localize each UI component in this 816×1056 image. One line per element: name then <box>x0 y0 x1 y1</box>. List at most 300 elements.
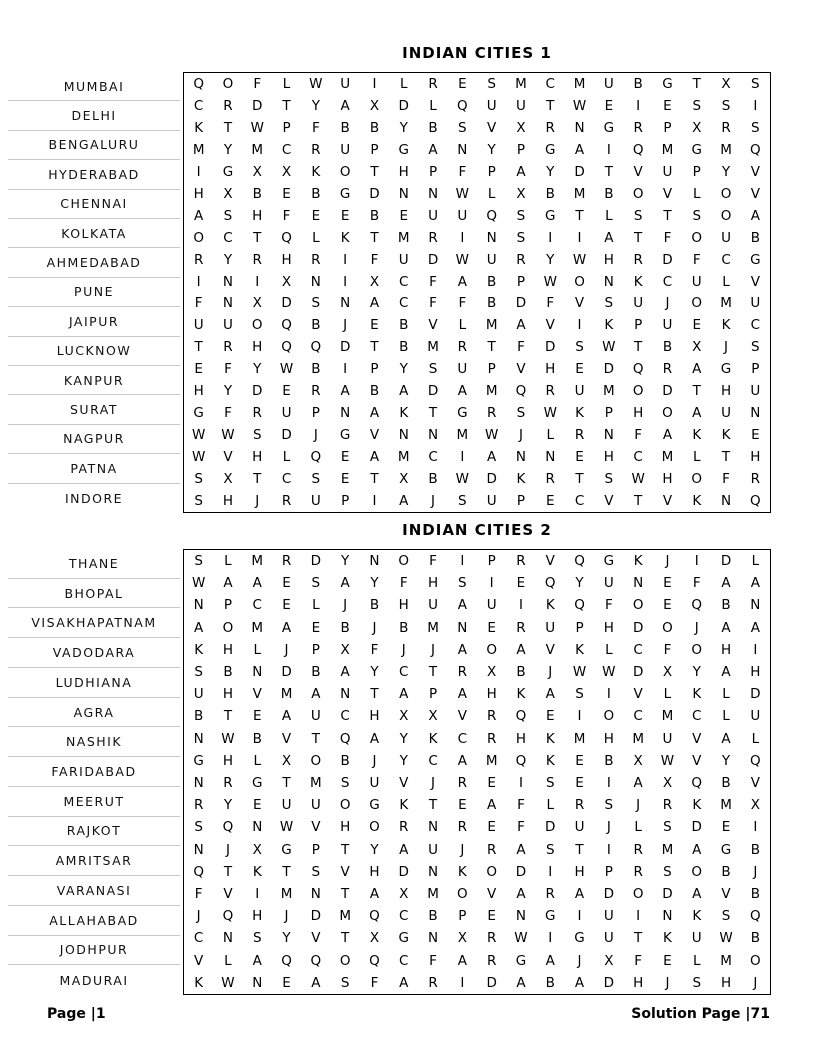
grid-letter: Q <box>193 863 204 880</box>
grid-letter: M <box>573 75 586 92</box>
grid-letter: R <box>399 819 409 836</box>
grid-letter: Q <box>691 775 703 792</box>
grid-letter: W <box>279 819 294 836</box>
grid-letter: J <box>431 641 436 658</box>
grid-letter: N <box>603 427 614 444</box>
grid-letter: W <box>309 75 323 92</box>
grid-letter: G <box>281 841 292 858</box>
grid-letter: R <box>223 97 233 114</box>
grid-letter: V <box>750 273 760 290</box>
grid-letter: Y <box>487 141 496 158</box>
grid-letter: T <box>692 75 701 92</box>
grid-letter: P <box>428 163 438 180</box>
grid-letter: J <box>753 863 758 880</box>
grid-letter: R <box>486 952 497 969</box>
grid-letter: H <box>633 405 644 422</box>
grid-letter: G <box>720 841 732 858</box>
grid-letter: E <box>663 597 672 614</box>
grid-letter: W <box>543 405 557 422</box>
grid-letter: O <box>750 952 761 969</box>
grid-letter: N <box>222 273 233 290</box>
grid-letter: J <box>431 493 436 510</box>
grid-letter: C <box>399 908 409 925</box>
grid-letter: Q <box>281 952 292 969</box>
grid-letter: S <box>692 207 702 224</box>
grid-letter: R <box>311 251 321 268</box>
grid-letter: T <box>663 207 672 224</box>
grid-letter: R <box>457 664 468 681</box>
grid-letter: V <box>574 295 585 312</box>
grid-letter: F <box>604 597 613 614</box>
grid-letter: T <box>370 229 379 246</box>
grid-letter: Y <box>546 163 555 180</box>
grid-letter: B <box>604 752 614 769</box>
word-list-item: ALLAHABAD <box>8 906 180 936</box>
grid-letter: H <box>222 493 234 510</box>
grid-letter: R <box>545 471 555 488</box>
grid-letter: J <box>372 619 377 636</box>
grid-letter: S <box>516 405 526 422</box>
grid-letter: R <box>750 471 761 488</box>
grid-letter: B <box>428 119 438 136</box>
grid-letter: R <box>223 339 233 356</box>
grid-letter: M <box>720 952 732 969</box>
grid-letter: S <box>458 119 467 136</box>
grid-letter: F <box>429 553 437 570</box>
grid-letter: B <box>311 664 321 681</box>
grid-letter: I <box>343 361 348 378</box>
grid-letter: D <box>486 471 497 488</box>
grid-letter: S <box>311 295 321 312</box>
grid-letter: H <box>603 251 614 268</box>
grid-letter: V <box>340 863 350 880</box>
grid-letter: W <box>279 361 294 378</box>
grid-letter: S <box>575 686 584 703</box>
grid-letter: X <box>369 273 380 290</box>
grid-letter: U <box>574 383 585 400</box>
grid-letter: O <box>339 952 351 969</box>
grid-letter: H <box>398 597 409 614</box>
grid-letter: J <box>753 974 758 991</box>
grid-letter: E <box>575 752 584 769</box>
grid-letter: A <box>692 886 702 903</box>
grid-letter: B <box>340 619 350 636</box>
grid-letter: L <box>282 449 291 466</box>
grid-letter: C <box>457 730 468 747</box>
grid-letter: N <box>193 841 204 858</box>
grid-letter: R <box>662 361 673 378</box>
grid-letter: A <box>223 575 233 592</box>
grid-letter: C <box>281 471 292 488</box>
grid-letter: G <box>339 427 351 444</box>
grid-letter: V <box>194 952 204 969</box>
grid-letter: Y <box>370 841 379 858</box>
grid-letter: S <box>194 493 203 510</box>
grid-letter: W <box>572 664 587 681</box>
grid-letter: J <box>196 908 201 925</box>
grid-letter: P <box>516 273 526 290</box>
grid-letter: R <box>516 619 526 636</box>
grid-letter: I <box>606 841 611 858</box>
grid-letter: D <box>369 185 380 202</box>
grid-letter: V <box>399 775 409 792</box>
grid-letter: S <box>252 930 262 947</box>
grid-letter: H <box>369 708 380 725</box>
grid-letter: E <box>194 361 203 378</box>
grid-letter: S <box>545 775 555 792</box>
grid-letter: E <box>487 775 496 792</box>
grid-letter: X <box>369 97 380 114</box>
grid-letter: U <box>428 841 438 858</box>
grid-letter: A <box>252 575 262 592</box>
grid-letter: A <box>457 952 467 969</box>
grid-letter: V <box>281 730 292 747</box>
grid-letter: A <box>721 619 731 636</box>
word-list-item: AGRA <box>8 698 180 728</box>
grid-letter: U <box>193 686 204 703</box>
grid-letter: D <box>603 886 615 903</box>
grid-letter: L <box>282 75 291 92</box>
grid-letter: M <box>310 775 322 792</box>
grid-letter: Y <box>721 752 731 769</box>
grid-letter: A <box>487 797 497 814</box>
grid-letter: A <box>457 752 467 769</box>
grid-letter: N <box>427 185 439 202</box>
grid-letter: S <box>751 75 760 92</box>
grid-letter: T <box>428 405 438 422</box>
letter-grid-2 <box>183 549 771 995</box>
grid-letter: R <box>633 841 643 858</box>
grid-letter: Y <box>399 752 408 769</box>
solution-page-reference: Solution Page |71 <box>631 1006 770 1022</box>
grid-letter: A <box>457 383 467 400</box>
grid-letter: B <box>399 619 409 636</box>
grid-letter: D <box>310 553 322 570</box>
grid-letter: A <box>487 449 497 466</box>
grid-letter: B <box>340 119 350 136</box>
grid-letter: U <box>369 775 380 792</box>
grid-letter: N <box>486 229 497 246</box>
grid-letter: G <box>662 75 673 92</box>
grid-letter: U <box>750 383 761 400</box>
grid-letter: P <box>751 361 760 378</box>
grid-letter: L <box>722 708 730 725</box>
grid-letter: A <box>516 886 526 903</box>
grid-letter: A <box>340 97 350 114</box>
grid-letter: X <box>604 952 614 969</box>
grid-letter: U <box>750 295 761 312</box>
grid-letter: G <box>515 952 527 969</box>
grid-letter: R <box>281 493 292 510</box>
word-list-item: PUNE <box>8 278 180 307</box>
grid-letter: F <box>370 641 379 658</box>
grid-letter: J <box>606 819 611 836</box>
grid-letter: L <box>751 730 760 747</box>
grid-letter: U <box>603 908 614 925</box>
grid-letter: S <box>575 339 584 356</box>
grid-letter: Q <box>750 493 761 510</box>
grid-letter: U <box>340 75 351 92</box>
grid-letter: X <box>252 841 262 858</box>
word-list-item: JAIPUR <box>8 307 180 336</box>
grid-letter: H <box>252 449 263 466</box>
grid-letter: T <box>692 383 701 400</box>
grid-letter: B <box>721 597 731 614</box>
grid-letter: A <box>281 619 292 636</box>
grid-letter: E <box>458 75 467 92</box>
grid-letter: K <box>575 641 584 658</box>
grid-letter: W <box>455 185 470 202</box>
grid-letter: P <box>487 553 496 570</box>
grid-letter: S <box>487 75 496 92</box>
grid-letter: C <box>428 449 438 466</box>
grid-letter: V <box>487 119 497 136</box>
grid-letter: V <box>662 493 673 510</box>
grid-letter: M <box>720 295 732 312</box>
grid-letter: P <box>487 361 496 378</box>
grid-letter: P <box>341 493 350 510</box>
grid-letter: S <box>516 207 526 224</box>
grid-letter: P <box>370 361 379 378</box>
grid-letter: R <box>633 251 643 268</box>
grid-letter: A <box>311 686 321 703</box>
grid-letter: E <box>282 575 291 592</box>
grid-letter: H <box>720 383 732 400</box>
grid-letter: E <box>252 708 262 725</box>
grid-letter: N <box>340 295 351 312</box>
grid-letter: R <box>457 819 468 836</box>
grid-letter: Q <box>632 361 644 378</box>
grid-letter: B <box>428 471 438 488</box>
grid-letter: I <box>255 886 260 903</box>
grid-letter: G <box>457 405 468 422</box>
grid-letter: A <box>516 841 526 858</box>
grid-letter: F <box>663 229 672 246</box>
grid-letter: J <box>518 427 523 444</box>
grid-letter: N <box>398 185 409 202</box>
grid-letter: V <box>545 553 555 570</box>
grid-letter: A <box>574 886 585 903</box>
grid-letter: Q <box>515 752 527 769</box>
grid-letter: D <box>691 819 702 836</box>
grid-letter: X <box>516 119 526 136</box>
grid-letter: I <box>606 141 611 158</box>
grid-letter: S <box>311 471 321 488</box>
grid-letter: A <box>369 730 380 747</box>
grid-letter: A <box>340 383 350 400</box>
word-list-item: PATNA <box>8 454 180 483</box>
grid-letter: Q <box>281 317 292 334</box>
grid-letter: U <box>310 708 321 725</box>
grid-letter: L <box>546 797 554 814</box>
grid-letter: S <box>663 819 672 836</box>
grid-letter: T <box>370 471 379 488</box>
page-number: Page |1 <box>47 1006 106 1022</box>
grid-letter: F <box>253 75 262 92</box>
grid-letter: Q <box>369 908 380 925</box>
grid-letter: H <box>486 686 497 703</box>
grid-letter: A <box>252 952 262 969</box>
grid-letter: W <box>191 427 206 444</box>
grid-letter: N <box>340 405 351 422</box>
grid-letter: H <box>662 471 673 488</box>
grid-letter: S <box>458 575 467 592</box>
grid-letter: S <box>751 119 760 136</box>
word-list-item: RAJKOT <box>8 817 180 847</box>
grid-letter: N <box>750 405 761 422</box>
grid-letter: P <box>604 405 613 422</box>
grid-letter: I <box>548 930 553 947</box>
grid-letter: I <box>753 97 758 114</box>
grid-letter: H <box>515 730 527 747</box>
grid-letter: R <box>311 141 321 158</box>
grid-letter: N <box>545 449 556 466</box>
grid-letter: U <box>633 295 644 312</box>
grid-letter: H <box>545 361 556 378</box>
grid-letter: F <box>517 339 525 356</box>
word-list-item: LUCKNOW <box>8 337 180 366</box>
grid-letter: T <box>604 163 613 180</box>
grid-letter: N <box>398 427 409 444</box>
grid-letter: B <box>311 361 321 378</box>
grid-letter: X <box>428 708 438 725</box>
grid-letter: Q <box>310 339 322 356</box>
grid-letter: V <box>487 886 497 903</box>
word-list-item: MEERUT <box>8 787 180 817</box>
grid-letter: N <box>340 686 351 703</box>
grid-letter: B <box>223 664 233 681</box>
grid-letter: M <box>573 730 586 747</box>
grid-letter: Y <box>575 575 584 592</box>
grid-letter: K <box>721 317 731 334</box>
grid-letter: U <box>603 930 614 947</box>
grid-letter: I <box>577 708 582 725</box>
grid-letter: J <box>548 664 553 681</box>
grid-letter: Q <box>222 819 234 836</box>
word-list-item: MUMBAI <box>8 72 180 101</box>
grid-letter: L <box>605 641 613 658</box>
grid-letter: P <box>604 863 613 880</box>
grid-letter: N <box>427 930 439 947</box>
grid-letter: R <box>223 775 233 792</box>
grid-letter: L <box>692 449 701 466</box>
grid-letter: S <box>604 797 614 814</box>
grid-letter: X <box>252 163 262 180</box>
grid-letter: Q <box>310 449 322 466</box>
grid-letter: S <box>194 471 203 488</box>
grid-letter: H <box>222 686 234 703</box>
grid-letter: M <box>280 686 293 703</box>
grid-letter: D <box>632 664 644 681</box>
grid-letter: V <box>721 886 731 903</box>
grid-letter: I <box>196 273 201 290</box>
grid-letter: I <box>577 908 582 925</box>
grid-letter: E <box>282 383 291 400</box>
grid-letter: R <box>516 251 526 268</box>
grid-letter: V <box>223 449 233 466</box>
grid-letter: O <box>691 863 703 880</box>
grid-letter: K <box>575 405 584 422</box>
grid-letter: F <box>458 295 467 312</box>
grid-letter: K <box>311 163 321 180</box>
grid-letter: O <box>310 752 322 769</box>
grid-letter: A <box>692 361 702 378</box>
word-list-item: KOLKATA <box>8 219 180 248</box>
grid-letter: X <box>281 163 292 180</box>
grid-letter: Y <box>399 119 408 136</box>
grid-letter: W <box>221 427 235 444</box>
grid-letter: R <box>486 841 497 858</box>
grid-letter: K <box>194 641 204 658</box>
grid-letter: X <box>633 752 643 769</box>
grid-letter: T <box>428 797 438 814</box>
grid-letter: T <box>370 163 379 180</box>
grid-letter: V <box>692 730 702 747</box>
grid-letter: H <box>193 383 204 400</box>
grid-letter: N <box>252 974 263 991</box>
grid-letter: Q <box>750 908 761 925</box>
grid-letter: E <box>340 449 350 466</box>
grid-letter: A <box>194 619 204 636</box>
grid-letter: T <box>341 930 350 947</box>
grid-letter: S <box>604 471 614 488</box>
grid-letter: P <box>516 141 526 158</box>
grid-letter: N <box>720 493 732 510</box>
grid-letter: K <box>194 974 204 991</box>
grid-letter: J <box>665 974 670 991</box>
grid-letter: V <box>750 163 760 180</box>
grid-letter: K <box>545 730 555 747</box>
grid-letter: B <box>369 597 380 614</box>
grid-letter: U <box>721 229 731 246</box>
grid-letter: A <box>692 841 702 858</box>
grid-letter: O <box>339 797 351 814</box>
grid-letter: I <box>636 908 641 925</box>
grid-letter: N <box>633 575 644 592</box>
grid-letter: K <box>692 427 702 444</box>
grid-letter: B <box>662 339 673 356</box>
grid-letter: P <box>634 317 643 334</box>
grid-letter: M <box>397 229 410 246</box>
grid-letter: H <box>252 908 263 925</box>
grid-letter: K <box>692 686 702 703</box>
grid-letter: O <box>486 641 497 658</box>
grid-letter: X <box>223 185 233 202</box>
grid-letter: B <box>340 752 350 769</box>
grid-letter: H <box>252 339 263 356</box>
grid-letter: E <box>721 819 731 836</box>
grid-letter: V <box>369 427 380 444</box>
grid-letter: A <box>721 575 731 592</box>
grid-letter: L <box>634 819 642 836</box>
grid-letter: O <box>193 229 204 246</box>
grid-letter: A <box>633 775 643 792</box>
grid-letter: O <box>574 273 585 290</box>
grid-letter: K <box>516 686 526 703</box>
grid-letter: E <box>516 575 526 592</box>
grid-letter: U <box>310 493 321 510</box>
letter-grid-1 <box>183 72 771 513</box>
grid-letter: X <box>399 471 409 488</box>
grid-letter: O <box>339 163 351 180</box>
grid-letter: V <box>692 752 702 769</box>
grid-letter: E <box>311 619 321 636</box>
grid-letter: S <box>311 863 321 880</box>
grid-letter: J <box>284 641 289 658</box>
grid-letter: G <box>545 908 556 925</box>
word-list-item: VADODARA <box>8 638 180 668</box>
grid-letter: S <box>692 974 702 991</box>
